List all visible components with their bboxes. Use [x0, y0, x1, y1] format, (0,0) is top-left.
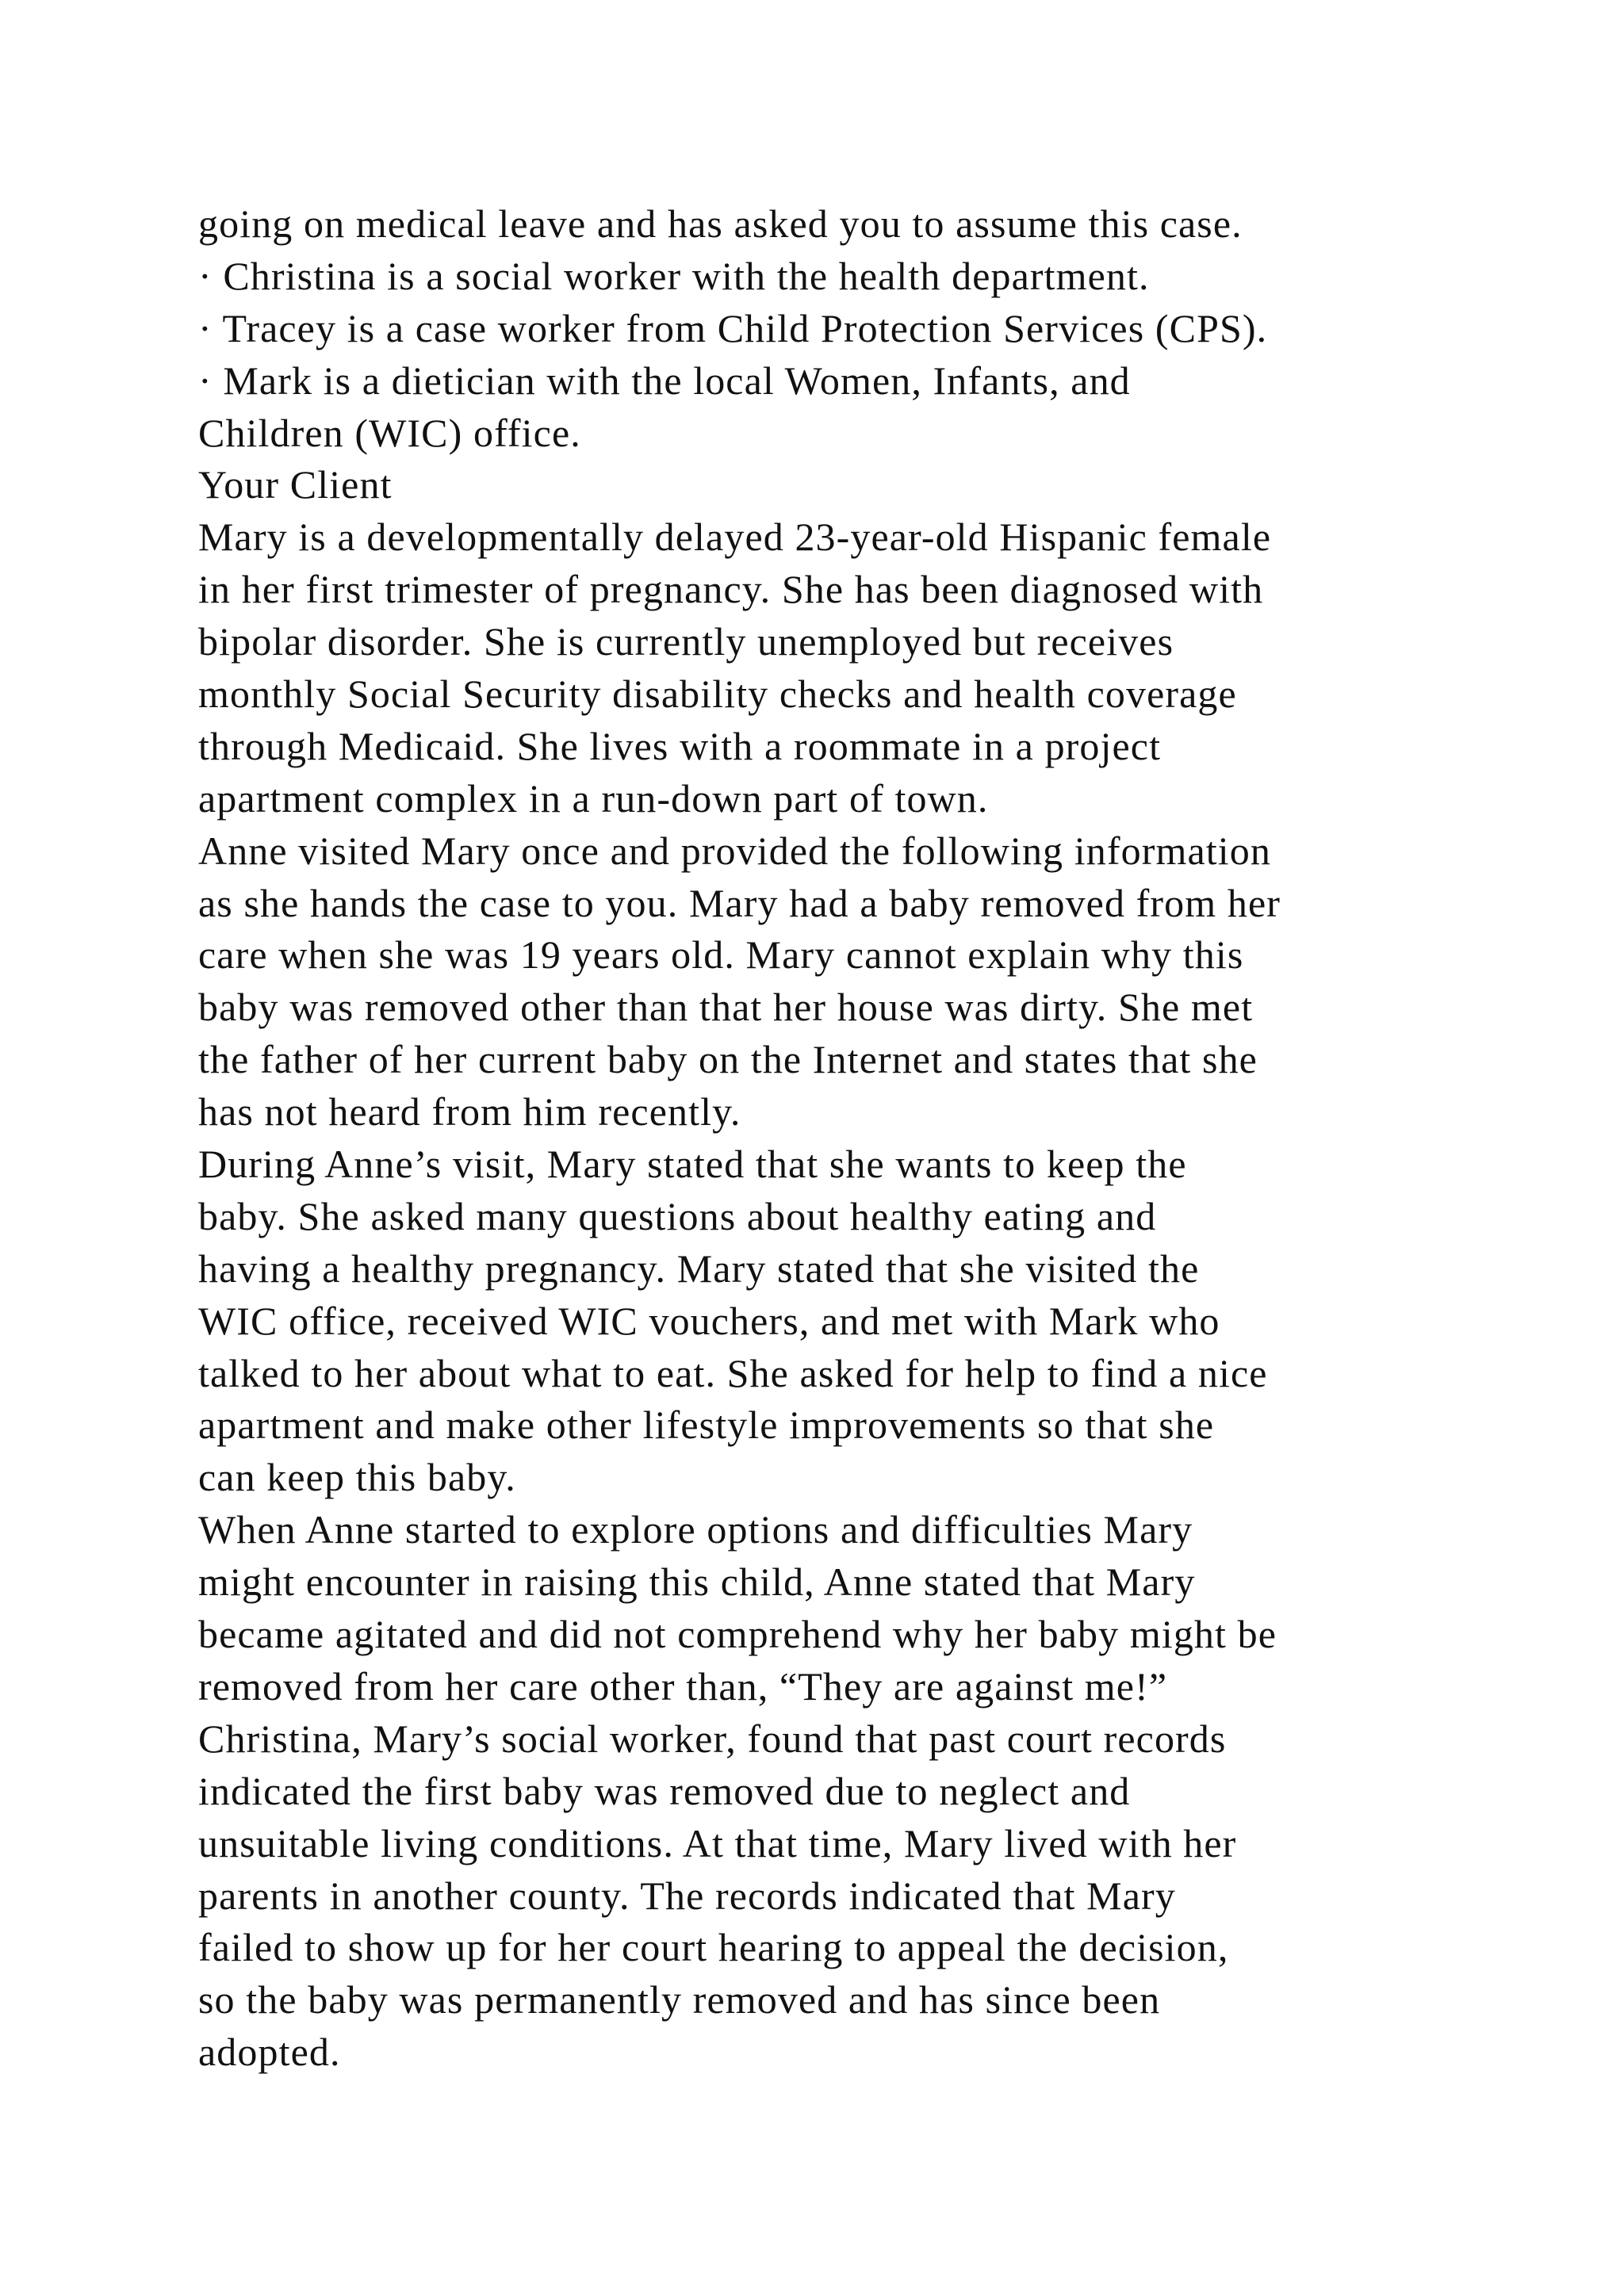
document-body	[198, 198, 1467, 2079]
text-line: indicated the first baby was removed due to neglect and	[198, 1768, 1131, 1813]
text-line: can keep this baby.	[198, 1455, 516, 1500]
text-line: monthly Social Security disability checks and health coverage	[198, 672, 1237, 717]
text-line: having a healthy pregnancy. Mary stated that she visited the	[198, 1246, 1200, 1291]
text-line: Children (WIC) office.	[198, 410, 581, 455]
text-line: care when she was 19 years old. Mary cannot explain why this	[198, 932, 1244, 978]
text-line: apartment and make other lifestyle improvements so that she	[198, 1402, 1215, 1448]
text-line: removed from her care other than, “They are against me!”	[198, 1663, 1168, 1709]
text-line: During Anne’s visit, Mary stated that she wants to keep the	[198, 1142, 1187, 1187]
text-line: talked to her about what to eat. She asked for help to find a nice	[198, 1350, 1268, 1395]
text-line: going on medical leave and has asked you to assume this case.	[198, 201, 1243, 246]
text-line: as she hands the case to you. Mary had a baby removed from her	[198, 880, 1281, 925]
section-heading: Your Client	[198, 462, 393, 507]
text-line: When Anne started to explore options and difficulties Mary	[198, 1507, 1193, 1552]
text-line: Anne visited Mary once and provided the following information	[198, 828, 1271, 873]
text-line: bipolar disorder. She is currently unemployed but receives	[198, 619, 1174, 664]
text-line: apartment complex in a run-down part of town.	[198, 775, 989, 821]
text-line: Mary is a developmentally delayed 23-year-old Hispanic female	[198, 515, 1272, 560]
text-line: baby was removed other than that her house was dirty. She met	[198, 985, 1254, 1030]
text-line: so the baby was permanently removed and has since been	[198, 1977, 1161, 2022]
text-line: has not heard from him recently.	[198, 1089, 741, 1135]
text-line: WIC office, received WIC vouchers, and met with Mark who	[198, 1298, 1220, 1343]
text-line: in her first trimester of pregnancy. She has been diagnosed with	[198, 567, 1264, 612]
bullet-line-mark: · Mark is a dietician with the local Women, Infants, and	[198, 358, 1131, 403]
text-line: parents in another county. The records indicated that Mary	[198, 1873, 1176, 1918]
text-line: the father of her current baby on the Internet and states that she	[198, 1037, 1258, 1082]
text-line: became agitated and did not comprehend why her baby might be	[198, 1612, 1277, 1657]
text-line: failed to show up for her court hearing to appeal the decision,	[198, 1925, 1229, 1970]
text-line: adopted.	[198, 2030, 341, 2075]
text-line: Christina, Mary’s social worker, found that past court records	[198, 1716, 1227, 1761]
bullet-line-christina: · Christina is a social worker with the health department.	[198, 253, 1150, 298]
bullet-line-tracey: · Tracey is a case worker from Child Protection Services (CPS).	[198, 305, 1268, 350]
text-line: might encounter in raising this child, Anne stated that Mary	[198, 1559, 1196, 1605]
text-line: unsuitable living conditions. At that time, Mary lived with her	[198, 1820, 1237, 1866]
text-line: baby. She asked many questions about healthy eating and	[198, 1193, 1157, 1238]
text-line: through Medicaid. She lives with a roommate in a project	[198, 723, 1162, 768]
